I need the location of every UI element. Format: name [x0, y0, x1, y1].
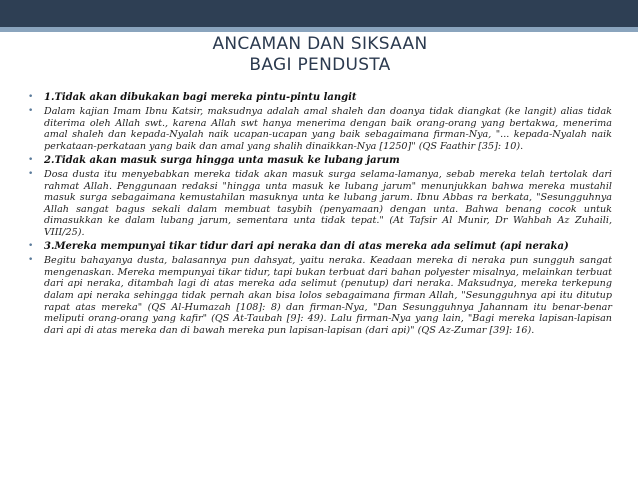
- header-accent-line: [0, 27, 638, 32]
- bullet-list: [28, 92, 612, 339]
- bullet-heading-2: [28, 155, 612, 167]
- bullet-heading-1: [28, 92, 612, 104]
- bullet-body-1: [28, 106, 612, 152]
- bullet-heading-text: 3.Mereka mempunyai tikar tidur dari api neraka dan di atas mereka ada selimut (api neraka): [44, 241, 569, 253]
- bullet-icon: •: [28, 106, 34, 117]
- header-band: [0, 0, 638, 27]
- bullet-icon: •: [28, 154, 34, 165]
- bullet-body-text: Dosa dusta itu menyebabkan mereka tidak akan masuk surga selama-lamanya, sebab mereka telah tertolak dari rahmat Allah. Penggunaan redaksi "hingga unta masuk ke lubang jarum" menunjukkan bahwa mereka mustahil masuk surga sebagaimana kemustahilan masuknya unta ke lubang jarum. Ibnu Abbas ra berkata, "Sesungguhnya Allah sangat bagus sekali dalam membuat tasybih (penyamaan) dengan unta. Bahwa benang cocok untuk dimasukkan ke dalam lubang jarum, sementara unta tidak tepat." (At Tafsir Al Munir, Dr Wahbah Az Zuhaili, VIII/25).: [44, 169, 612, 239]
- slide-title-line-2: BAGI PENDUSTA: [249, 55, 391, 75]
- bullet-heading-text: 2.Tidak akan masuk surga hingga unta masuk ke lubang jarum: [44, 154, 400, 166]
- bullet-heading-text: 1.Tidak akan dibukakan bagi mereka pintu-pintu langit: [44, 92, 357, 103]
- bullet-body-text: Dalam kajian Imam Ibnu Katsir, maksudnya adalah amal shaleh dan doanya tidak diangkat (ke langit) alias tidak diterima oleh Allah swt., karena Allah swt hanya menerima dengan baik orang-orang yang bertakwa, menerima amal shaleh dan kepada-Nyalah naik ucapan-ucapan yang baik sebagaimana firman-Nya, "... kepada-Nyalah naik perkataan-perkataan yang baik dan amal yang shalih dinaikkan-Nya [1250]" (QS Faathir [35]: 10).: [44, 106, 612, 152]
- bullet-icon: •: [28, 255, 34, 266]
- bullet-body-3: [28, 255, 612, 336]
- bullet-body-2: [28, 169, 612, 239]
- slide-title-line-1: ANCAMAN DAN SIKSAAN: [212, 34, 428, 54]
- bullet-icon: •: [28, 169, 34, 180]
- bullet-heading-3: [28, 241, 612, 253]
- slide-title: [150, 34, 490, 76]
- bullet-body-text: Begitu bahayanya dusta, balasannya pun dahsyat, yaitu neraka. Keadaan mereka di neraka pun sungguh sangat mengenaskan. Mereka mempunyai tikar tidur, tapi bukan terbuat dari bahan polyester misalnya, melainkan terbuat dari api neraka, ditambah lagi di atas mereka ada selimut (penutup) dari neraka. Maksudnya, mereka terkepung dalam api neraka sehingga tidak pernah akan bisa lolos sebagaimana firman Allah, "Sesungguhnya api itu ditutup rapat atas mereka" (QS Al-Humazah [108]: 8) dan firman-Nya, "Dan Sesungguhnya Jahannam itu benar-benar meliputi orang-orang yang kafir" (QS At-Taubah [9]: 49). Lalu firman-Nya yang lain, "Bagi mereka lapisan-lapisan dari api di atas mereka dan di bawah mereka pun lapisan-lapisan (dari api)" (QS Az-Zumar [39]: 16).: [44, 255, 612, 336]
- bullet-icon: •: [28, 241, 34, 252]
- bullet-icon: •: [28, 92, 34, 102]
